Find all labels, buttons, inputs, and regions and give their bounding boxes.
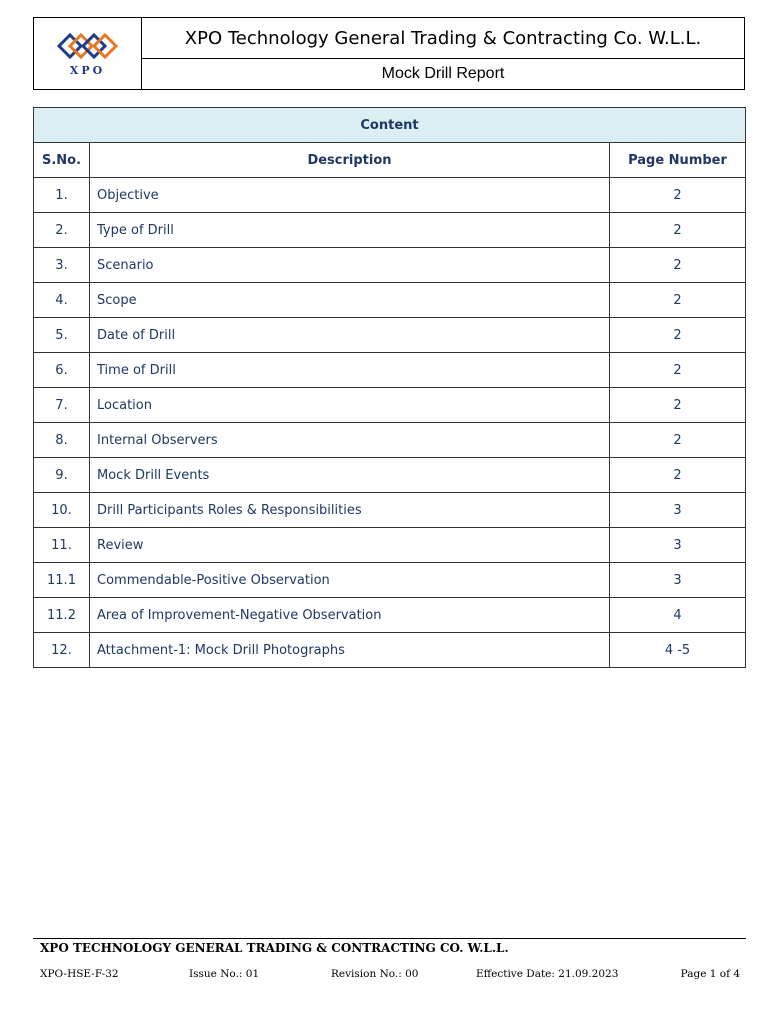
- footer-page-number: Page 1 of 4: [680, 968, 740, 980]
- row-sno: 7.: [34, 388, 90, 423]
- row-sno: 12.: [34, 633, 90, 668]
- row-sno: 1.: [34, 178, 90, 213]
- row-sno: 2.: [34, 213, 90, 248]
- row-sno: 5.: [34, 318, 90, 353]
- row-description: Attachment-1: Mock Drill Photographs: [90, 633, 610, 668]
- row-page: 4: [610, 598, 746, 633]
- table-row: [34, 563, 746, 598]
- row-description: Commendable-Positive Observation: [90, 563, 610, 598]
- row-page: 3: [610, 493, 746, 528]
- row-description: Scenario: [90, 248, 610, 283]
- row-page: 3: [610, 528, 746, 563]
- column-header-sno: S.No.: [34, 143, 90, 178]
- table-row: [34, 528, 746, 563]
- row-description: Area of Improvement-Negative Observation: [90, 598, 610, 633]
- row-page: 4 -5: [610, 633, 746, 668]
- column-header-description: Description: [90, 143, 610, 178]
- company-name: XPO Technology General Trading & Contracting Co. W.L.L.: [142, 18, 744, 59]
- row-sno: 11.1: [34, 563, 90, 598]
- row-description: Scope: [90, 283, 610, 318]
- table-row: [34, 598, 746, 633]
- table-row: [34, 493, 746, 528]
- row-description: Mock Drill Events: [90, 458, 610, 493]
- company-logo: [34, 18, 142, 89]
- row-sno: 9.: [34, 458, 90, 493]
- row-description: Type of Drill: [90, 213, 610, 248]
- row-description: Drill Participants Roles & Responsibilities: [90, 493, 610, 528]
- table-row: [34, 458, 746, 493]
- row-page: 2: [610, 248, 746, 283]
- table-row: [34, 423, 746, 458]
- row-sno: 11.: [34, 528, 90, 563]
- table-row: [34, 248, 746, 283]
- row-page: 2: [610, 283, 746, 318]
- row-sno: 10.: [34, 493, 90, 528]
- row-description: Date of Drill: [90, 318, 610, 353]
- row-page: 2: [610, 178, 746, 213]
- row-page: 3: [610, 563, 746, 598]
- document-footer: [33, 938, 746, 980]
- table-row: [34, 213, 746, 248]
- row-sno: 4.: [34, 283, 90, 318]
- table-row: [34, 353, 746, 388]
- column-header-page-number: Page Number: [610, 143, 746, 178]
- row-sno: 11.2: [34, 598, 90, 633]
- footer-revision-number: Revision No.: 00: [331, 968, 419, 980]
- logo-diamonds-icon: [57, 31, 119, 63]
- logo-text: XPO: [69, 63, 106, 77]
- row-page: 2: [610, 423, 746, 458]
- row-sno: 6.: [34, 353, 90, 388]
- row-page: 2: [610, 388, 746, 423]
- row-page: 2: [610, 318, 746, 353]
- row-description: Time of Drill: [90, 353, 610, 388]
- row-page: 2: [610, 458, 746, 493]
- row-description: Objective: [90, 178, 610, 213]
- footer-issue-number: Issue No.: 01: [189, 968, 260, 980]
- row-page: 2: [610, 213, 746, 248]
- table-row: [34, 633, 746, 668]
- table-row: [34, 178, 746, 213]
- row-description: Review: [90, 528, 610, 563]
- contents-caption: Content: [34, 108, 746, 143]
- row-sno: 3.: [34, 248, 90, 283]
- row-description: Internal Observers: [90, 423, 610, 458]
- table-row: [34, 283, 746, 318]
- contents-table: [33, 107, 746, 668]
- table-row: [34, 388, 746, 423]
- document-header: [33, 17, 745, 90]
- document-title: Mock Drill Report: [381, 65, 505, 82]
- row-page: 2: [610, 353, 746, 388]
- row-description: Location: [90, 388, 610, 423]
- footer-doc-number: XPO-HSE-F-32: [40, 968, 119, 980]
- footer-company-name: XPO TECHNOLOGY GENERAL TRADING & CONTRACTING CO. W.L.L.: [40, 941, 509, 955]
- table-row: [34, 318, 746, 353]
- footer-effective-date: Effective Date: 21.09.2023: [476, 968, 619, 980]
- row-sno: 8.: [34, 423, 90, 458]
